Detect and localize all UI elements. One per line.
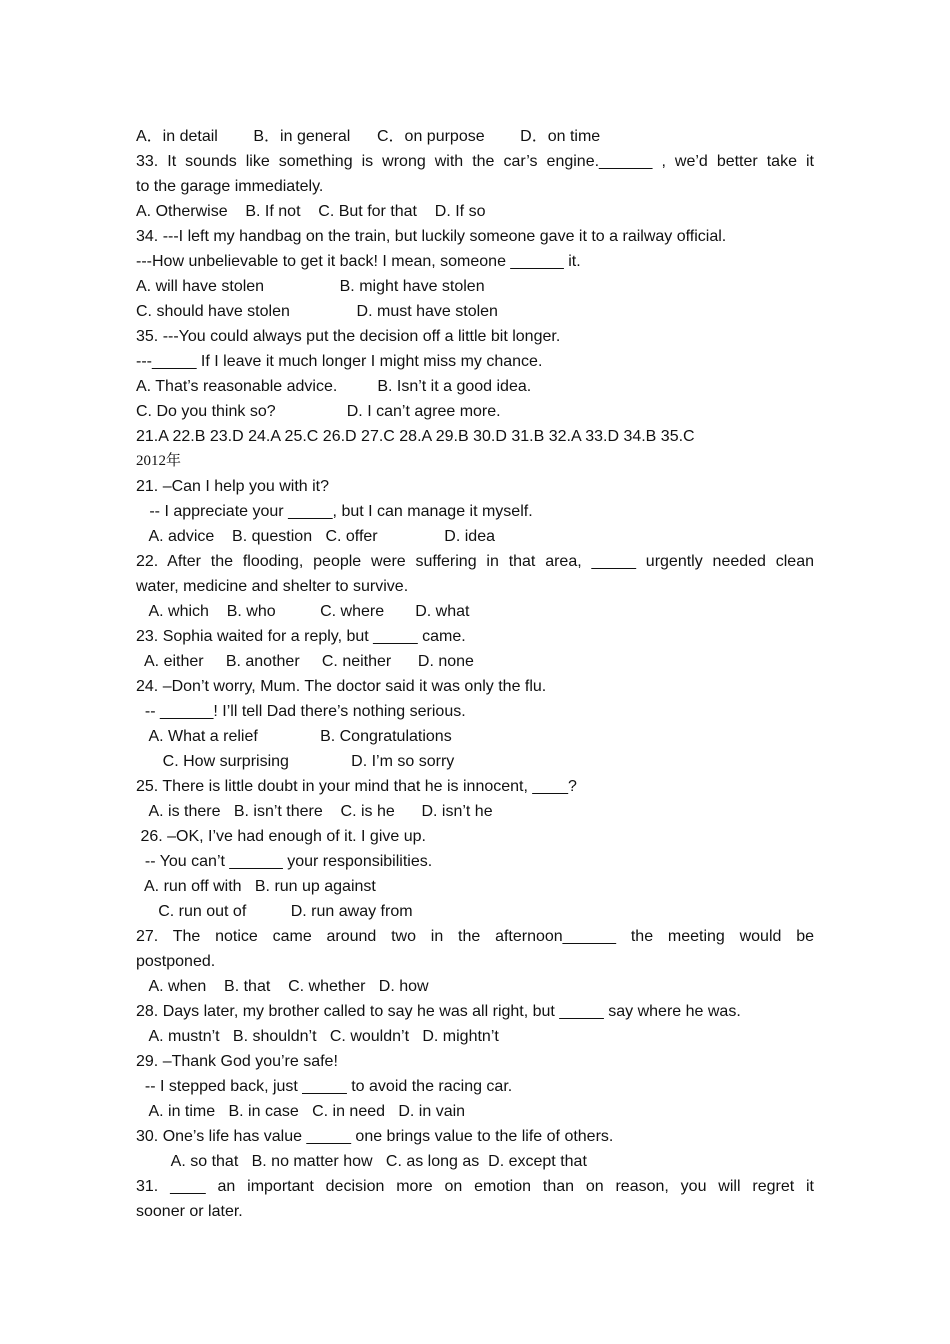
options-line-34b: C. should have stolen D. must have stolen xyxy=(136,303,498,320)
question-30-line-1: 30. One’s life has value _____ one brings value to the life of others. xyxy=(136,1128,614,1145)
options-line-21: A. advice B. question C. offer D. idea xyxy=(136,528,495,545)
document-body xyxy=(136,124,814,1224)
question-24-line-1: 24. –Don’t worry, Mum. The doctor said it was only the flu. xyxy=(136,678,547,695)
question-22-line-1: 22. After the flooding, people were suffering in that area, _____ urgently needed clean xyxy=(136,553,814,570)
options-line-28: A. mustn’t B. shouldn’t C. wouldn’t D. mightn’t xyxy=(136,1028,499,1045)
options-line-22: A. which B. who C. where D. what xyxy=(136,603,470,620)
question-35-line-2: ---_____ If I leave it much longer I might miss my chance. xyxy=(136,353,543,370)
question-31-line-2: sooner or later. xyxy=(136,1203,243,1220)
question-26-line-2: -- You can’t ______ your responsibilities. xyxy=(136,853,433,870)
question-21-line-2: -- I appreciate your _____, but I can manage it myself. xyxy=(136,503,533,520)
question-27-line-2: postponed. xyxy=(136,953,216,970)
options-line-33: A. Otherwise B. If not C. But for that D. If so xyxy=(136,203,486,220)
options-line-29: A. in time B. in case C. in need D. in vain xyxy=(136,1103,466,1120)
question-28-line-1: 28. Days later, my brother called to say he was all right, but _____ say where he was. xyxy=(136,1003,741,1020)
options-line-32: A．in detail B．in general C．on purpose D．on time xyxy=(136,128,601,145)
question-22-line-2: water, medicine and shelter to survive. xyxy=(136,578,409,595)
question-31-line-1: 31. ____ an important decision more on emotion than on reason, you will regret it xyxy=(136,1178,814,1195)
question-25-line-1: 25. There is little doubt in your mind that he is innocent, ____? xyxy=(136,778,577,795)
question-33-line-2: to the garage immediately. xyxy=(136,178,324,195)
question-34-line-2: ---How unbelievable to get it back! I mean, someone ______ it. xyxy=(136,253,581,270)
question-29-line-1: 29. –Thank God you’re safe! xyxy=(136,1053,338,1070)
question-34-line-1: 34. ---I left my handbag on the train, but luckily someone gave it to a railway official. xyxy=(136,228,727,245)
question-26-line-1: 26. –OK, I’ve had enough of it. I give up. xyxy=(136,828,426,845)
options-line-26a: A. run off with B. run up against xyxy=(136,878,376,895)
options-line-26b: C. run out of D. run away from xyxy=(136,903,413,920)
options-line-35b: C. Do you think so? D. I can’t agree more. xyxy=(136,403,501,420)
options-line-24a: A. What a relief B. Congratulations xyxy=(136,728,452,745)
question-24-line-2: -- ______! I’ll tell Dad there’s nothing serious. xyxy=(136,703,466,720)
options-line-30: A. so that B. no matter how C. as long as D. except that xyxy=(136,1153,587,1170)
options-line-25: A. is there B. isn’t there C. is he D. isn’t he xyxy=(136,803,493,820)
options-line-27: A. when B. that C. whether D. how xyxy=(136,978,429,995)
question-27-line-1: 27. The notice came around two in the afternoon______ the meeting would be xyxy=(136,928,814,945)
options-line-23: A. either B. another C. neither D. none xyxy=(136,653,474,670)
options-line-24b: C. How surprising D. I’m so sorry xyxy=(136,753,455,770)
answer-key-line: 21.A 22.B 23.D 24.A 25.C 26.D 27.C 28.A 29.B 30.D 31.B 32.A 33.D 34.B 35.C xyxy=(136,428,695,445)
options-line-34a: A. will have stolen B. might have stolen xyxy=(136,278,485,295)
options-line-35a: A. That’s reasonable advice. B. Isn’t it a good idea. xyxy=(136,378,532,395)
question-23-line-1: 23. Sophia waited for a reply, but _____ came. xyxy=(136,628,466,645)
question-35-line-1: 35. ---You could always put the decision off a little bit longer. xyxy=(136,328,561,345)
question-29-line-2: -- I stepped back, just _____ to avoid the racing car. xyxy=(136,1078,513,1095)
question-21-line-1: 21. –Can I help you with it? xyxy=(136,478,330,495)
year-heading: 2012年 xyxy=(136,453,182,469)
question-33-line-1: 33. It sounds like something is wrong with the car’s engine.______ , we’d better take it xyxy=(136,153,814,170)
